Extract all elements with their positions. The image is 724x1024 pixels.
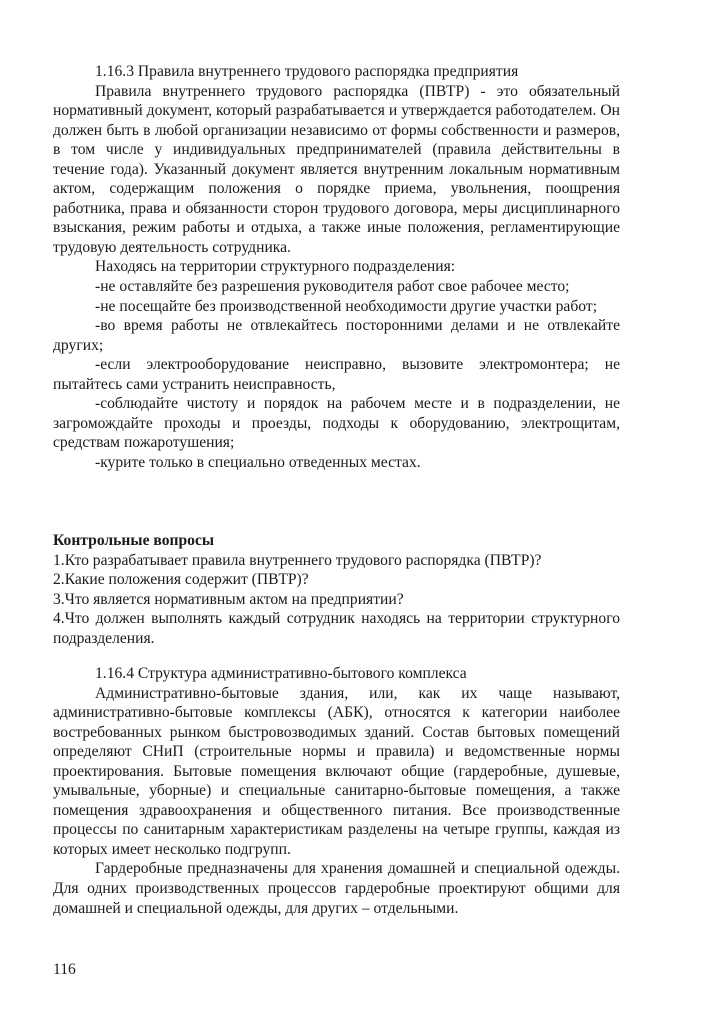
rule-item: -не посещайте без производственной необходимости другие участки работ; xyxy=(95,297,598,315)
control-questions xyxy=(53,531,620,648)
questions-title: Контрольные вопросы xyxy=(53,532,215,549)
question-item: 2.Какие положения содержит (ПВТР)? xyxy=(53,571,309,589)
paragraph-wardrobes: Гардеробные предназначены для хранения домашней и специальной одежды. Для одних производственных процессов гардеробные проектируют общими для домашней и специальной одежды, для других – отдельными. xyxy=(53,860,620,917)
rule-item: -соблюдайте чистоту и порядок на рабочем месте и в подразделении, не загромождайте проходы и проезды, подходы к оборудованию, электрощитам, средствам пожаротушения; xyxy=(53,395,620,452)
rule-item: -во время работы не отвлекайтесь посторонними делами и не отвлекайте других; xyxy=(53,317,620,354)
page-number: 116 xyxy=(53,961,76,978)
paragraph-territory-intro: Находясь на территории структурного подразделения: xyxy=(95,258,456,276)
section-heading-1163: 1.16.3 Правила внутреннего трудового распорядка предприятия xyxy=(95,63,519,80)
paragraph-abk: Административно-бытовые здания, или, как их чаще называют, административно-бытовые комплексы (АБК), относятся к категории наиболее востребованных рынком быстровозводимых зданий. Состав бытовых помещений определяют СНиП (строительные нормы и правила) и ведомственные нормы проектирования. Бытовые помещения включают общие (гардеробные, душевые, умывальные, уборные) и специальные санитарно-бытовые помещения, а также помещения здравоохранения и общественного питания. Все производственные процессы по санитарным характеристикам разделены на четыре группы, каждая из которых имеет несколько подгрупп. xyxy=(53,684,620,858)
section-1164 xyxy=(53,664,620,918)
question-item: 4.Что должен выполнять каждый сотрудник находясь на территории структурного подразделения. xyxy=(53,610,620,647)
section-heading-1164: 1.16.4 Структура административно-бытового комплекса xyxy=(95,665,467,682)
question-item: 1.Кто разрабатывает правила внутреннего трудового распорядка (ПВТР)? xyxy=(53,551,542,569)
question-item: 3.Что является нормативным актом на предприятии? xyxy=(53,590,404,608)
rule-item: -не оставляйте без разрешения руководителя работ свое рабочее место; xyxy=(95,278,570,296)
paragraph-pvtr-definition: Правила внутреннего трудового распорядка (ПВТР) - это обязательный нормативный документ, который разрабатывается и утверждается работодателем. Он должен быть в любой организации независимо от формы собственности и размеров, в том числе у индивидуальных предпринимателей (правила действительны в течение года). Указанный документ является внутренним локальным нормативным актом, содержащим положения о порядке приема, увольнения, поощрения работника, права и обязанности сторон трудового договора, меры дисциплинарного взыскания, режим работы и отдыха, а также иные положения, регламентирующие трудовую деятельность сотрудника. xyxy=(53,82,620,256)
rule-item: -если электрооборудование неисправно, вызовите электромонтера; не пытайтесь сами устранить неисправность, xyxy=(53,356,620,393)
rule-item: -курите только в специально отведенных местах. xyxy=(95,453,421,471)
section-1163 xyxy=(53,62,620,472)
